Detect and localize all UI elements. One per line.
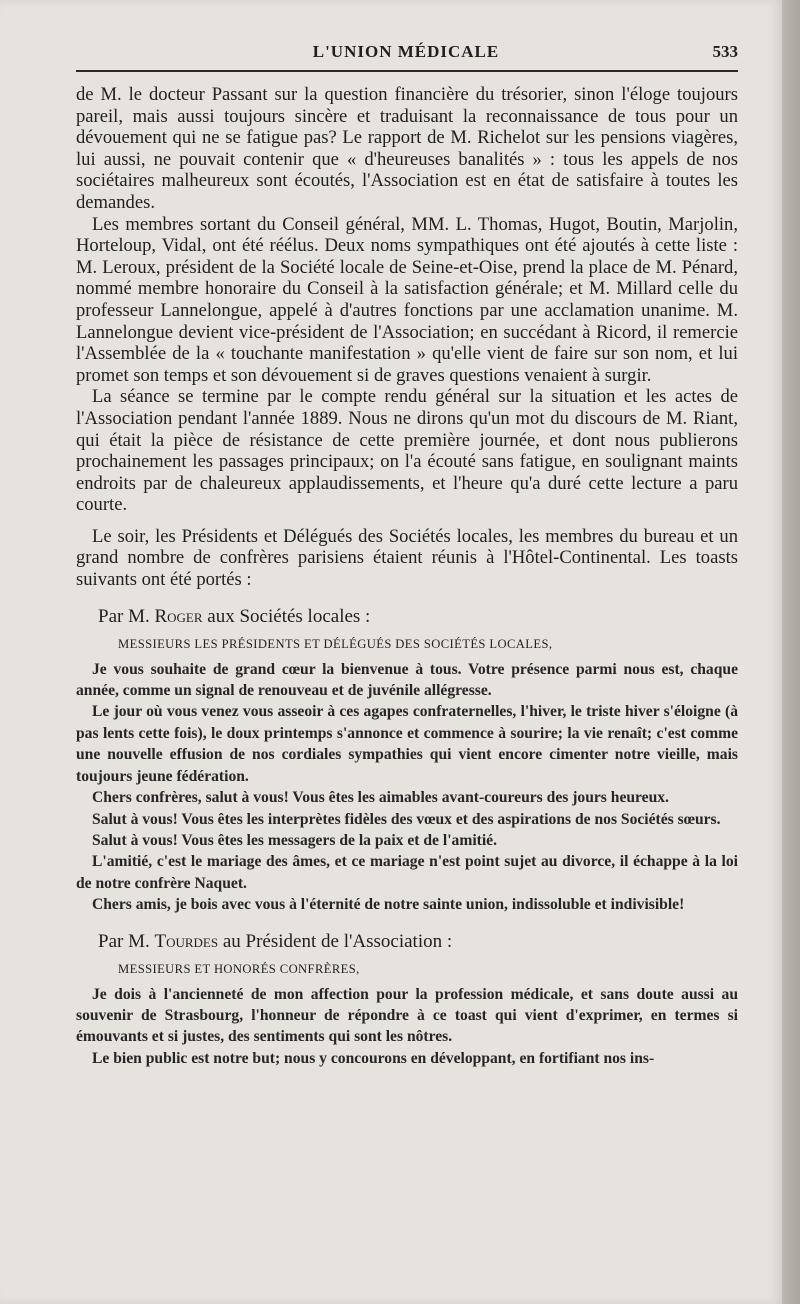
speech-line: Je dois à l'ancienneté de mon affection pour la profession médicale, et sans doute aussi au souvenir de Strasbourg, l'honneur de répondre à ce toast qui vient d'exprimer, en termes si émouvants et si justes, des sentiments qui sont les nôtres. — [76, 985, 738, 1046]
paragraph-2: Les membres sortant du Conseil général, MM. L. Thomas, Hugot, Boutin, Marjolin, Horteloup, Vidal, ont été réélus. Deux noms sympathiques ont été ajoutés à cette liste : M. Leroux, président de la Société locale de Seine-et-Oise, prend la place de M. Pénard, nommé membre honoraire du Conseil à la satisfaction générale; et M. Millard celle du professeur Lannelongue, appelé à d'autres fonctions par une acclamation unanime. M. Lannelongue devient vice-président de l'Association; en succédant à Ricord, il remercie l'Assemblée de la « touchante manifestation » qu'elle vient de faire sur son nom, et lui promet son temps et son dévouement si de graves questions venaient à surgir. — [76, 213, 738, 386]
paragraph-4: Le soir, les Présidents et Délégués des Sociétés locales, les membres du bureau et un grand nombre de confrères parisiens étaient réunis à l'Hôtel-Continental. Les toasts suivants ont été portés : — [76, 525, 738, 591]
speech-line: Chers confrères, salut à vous! Vous êtes les aimables avant-coureurs des jours heureux. — [92, 789, 669, 807]
toast-heading-tourdes: Par M. Tourdes au Président de l'Association : — [98, 930, 453, 952]
page-header — [76, 32, 736, 72]
toast-speaker-tourdes: Tourdes — [154, 930, 219, 952]
speech-line: Chers amis, je bois avec vous à l'éternité de notre sainte union, indissoluble et indivisible! — [92, 896, 685, 914]
header-rule — [76, 70, 738, 72]
toast-address-tourdes: MESSIEURS ET HONORÉS CONFRÈRES, — [118, 961, 360, 976]
speech-line: Salut à vous! Vous êtes les messagers de la paix et de l'amitié. — [92, 831, 497, 849]
toast-speech-roger — [76, 659, 738, 916]
speech-line: L'amitié, c'est le mariage des âmes, et ce mariage n'est point sujet au divorce, il échappe à la loi de notre confrère Naquet. — [76, 853, 738, 892]
paragraph-1: de M. le docteur Passant sur la question financière du trésorier, sinon l'éloge toujours pareil, mais aussi toujours sincère et traduisant la reconnaissance de tous pour un dévouement qui ne se fatigue pas? Le rapport de M. Richelot sur les pensions viagères, lui aussi, ne pouvait contenir que « d'heureuses banalités » : tous les appels de nos sociétaires malheureux sont écoutés, l'Association est en état de satisfaire à toutes les demandes. — [76, 84, 738, 213]
speech-line: Le jour où vous venez vous asseoir à ces agapes confraternelles, l'hiver, le triste hiver s'éloigne (à pas lents cette fois), le doux printemps s'annonce et commence à sourire; la vie renaît; c'est comme une nouvelle effusion de nos cordiales sympathies qui vient encore cimenter notre vieille, mais toujours jeune fédération. — [76, 703, 738, 785]
page-edge-shadow — [782, 0, 800, 1304]
toast-address-roger: MESSIEURS LES PRÉSIDENTS ET DÉLÉGUÉS DES SOCIÉTÉS LOCALES, — [118, 636, 553, 651]
speech-line: Je vous souhaite de grand cœur la bienvenue à tous. Votre présence parmi nous est, chaque année, comme un signal de renouveau et de juvénile allégresse. — [76, 660, 738, 700]
running-title: L'UNION MÉDICALE — [312, 42, 500, 61]
page-number: 533 — [712, 42, 738, 61]
narrative — [76, 84, 738, 591]
toast-speaker-roger: Roger — [154, 605, 203, 627]
speech-line: Salut à vous! Vous êtes les interprètes fidèles des vœux et des aspirations de nos Sociétés sœurs. — [92, 810, 721, 828]
article-body — [76, 84, 738, 1069]
toast-heading-roger: Par M. Roger aux Sociétés locales : — [98, 605, 371, 627]
paragraph-3: La séance se termine par le compte rendu général sur la situation et les actes de l'Association pendant l'année 1889. Nous ne dirons qu'un mot du discours de M. Riant, qui était la pièce de résistance de cette première journée, et dont nous publierons prochainement les passages principaux; on l'a écouté sans fatigue, en soulignant maints endroits par de chaleureux applaudissements, et l'heure qu'a duré cette lecture a paru courte. — [76, 386, 738, 516]
speech-line: Le bien public est notre but; nous y concourons en développant, en fortifiant nos ins- — [92, 1049, 655, 1067]
toast-speech-tourdes — [76, 984, 738, 1070]
